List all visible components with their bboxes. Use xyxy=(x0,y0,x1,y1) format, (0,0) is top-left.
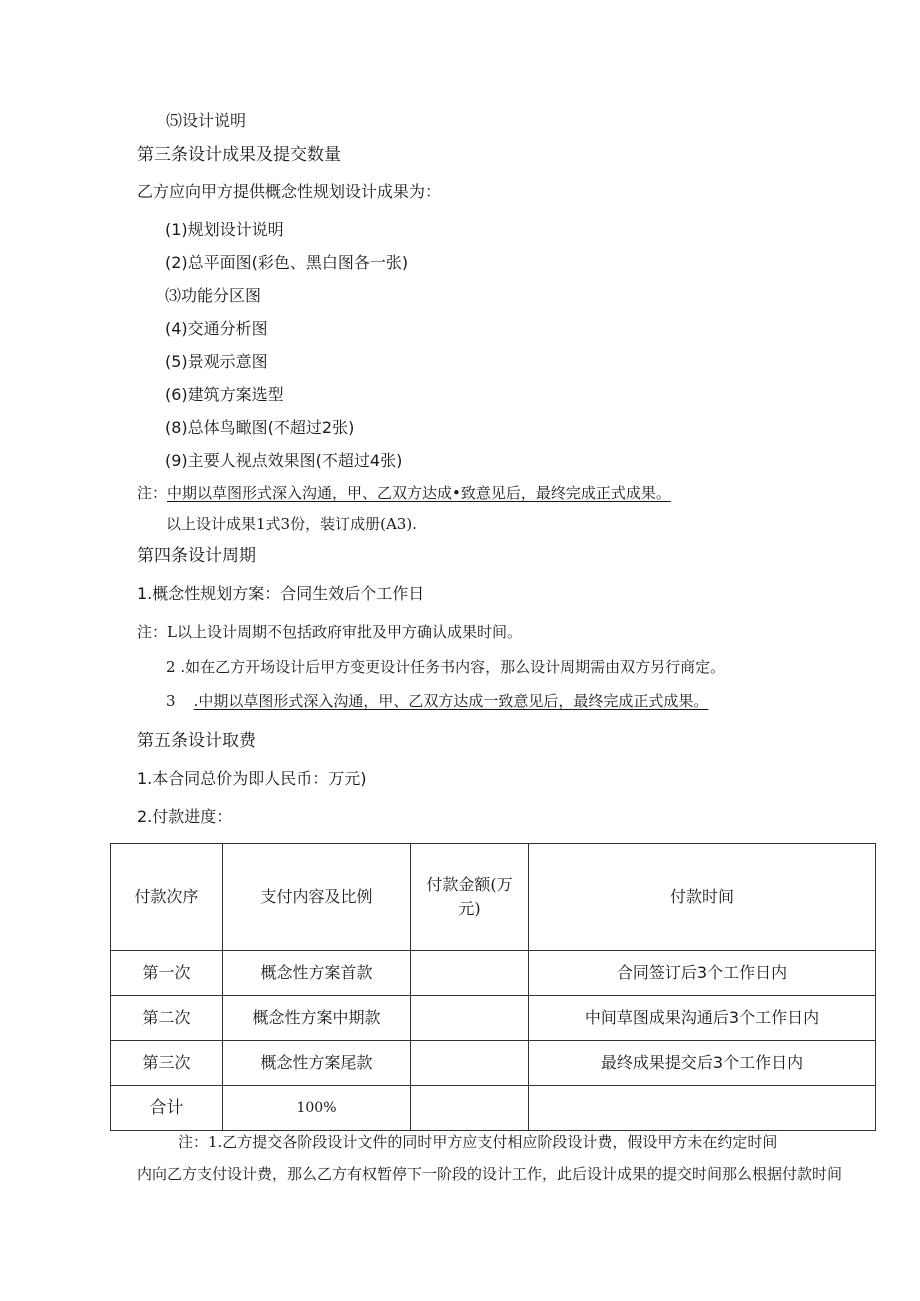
payment-table xyxy=(110,843,876,1131)
deliverable-item: (9)主要人视点效果图(不超过4张) xyxy=(165,451,403,470)
table-cell xyxy=(411,951,529,996)
table-total-row xyxy=(111,1086,876,1131)
table-cell xyxy=(529,1086,876,1131)
footer-note-line-1: 注：1.乙方提交各阶段设计文件的同时甲方应支付相应阶段设计费，假设甲方未在约定时间 xyxy=(178,1133,778,1151)
total-price-item: 1.本合同总价为即人民币：万元) xyxy=(137,769,367,788)
deliverable-item: (6)建筑方案选型 xyxy=(165,385,284,404)
table-cell: 中间草图成果沟通后3个工作日内 xyxy=(529,996,876,1041)
period-note-1: 注：L以上设计周期不包括政府审批及甲方确认成果时间。 xyxy=(137,623,522,641)
header-cell: 付款时间 xyxy=(529,844,876,951)
deliverable-item: ⑶功能分区图 xyxy=(165,286,262,305)
note-text: 中期以草图形式深入沟通，甲、乙双方达成•致意见后，最终完成正式成果。 xyxy=(167,484,671,502)
table-header-row xyxy=(111,844,876,951)
deliverable-item: (1)规划设计说明 xyxy=(165,220,284,239)
item-design-description: ⑸设计说明 xyxy=(166,111,247,130)
article-3-note xyxy=(137,482,671,504)
payment-schedule-item: 2.付款进度： xyxy=(137,807,233,826)
article-3-intro: 乙方应向甲方提供概念性规划设计成果为： xyxy=(137,182,442,201)
article-5-title: 第五条设计取费 xyxy=(137,731,256,751)
period-note-3 xyxy=(166,690,708,712)
table-cell: 第二次 xyxy=(111,996,223,1041)
period-note-3-text: .中期以草图形式深入沟通，甲、乙双方达成一致意见后，最终完成正式成果。 xyxy=(193,692,709,710)
table-row xyxy=(111,1041,876,1086)
table-cell xyxy=(411,996,529,1041)
table-cell xyxy=(411,1086,529,1131)
article-4-title: 第四条设计周期 xyxy=(137,546,256,566)
header-cell: 付款金额(万元) xyxy=(411,844,529,951)
header-cell: 支付内容及比例 xyxy=(223,844,411,951)
copies-note: 以上设计成果1式3份，装订成册(A3). xyxy=(166,515,417,533)
table-cell: 概念性方案中期款 xyxy=(223,996,411,1041)
table-cell: 100% xyxy=(223,1086,411,1131)
table-row xyxy=(111,996,876,1041)
table-cell: 合同签订后3个工作日内 xyxy=(529,951,876,996)
table-cell: 最终成果提交后3个工作日内 xyxy=(529,1041,876,1086)
deliverable-item: (2)总平面图(彩色、黑白图各一张) xyxy=(165,253,409,272)
table-cell: 第三次 xyxy=(111,1041,223,1086)
header-cell: 付款次序 xyxy=(111,844,223,951)
note-prefix: 注： xyxy=(137,484,168,502)
period-note-2: 2 .如在乙方开场设计后甲方变更设计任务书内容，那么设计周期需由双方另行商定。 xyxy=(166,658,726,676)
deliverable-item: (5)景观示意图 xyxy=(165,352,268,371)
table-row xyxy=(111,951,876,996)
table-cell xyxy=(411,1041,529,1086)
footer-note-line-2: 内向乙方支付设计费，那么乙方有权暂停下一阶段的设计工作，此后设计成果的提交时间那么根据付款时间 xyxy=(137,1165,843,1183)
table-cell: 概念性方案首款 xyxy=(223,951,411,996)
deliverable-item: (8)总体鸟瞰图(不超过2张) xyxy=(165,418,355,437)
table-cell: 合计 xyxy=(111,1086,223,1131)
deliverable-item: (4)交通分析图 xyxy=(165,319,268,338)
table-cell: 概念性方案尾款 xyxy=(223,1041,411,1086)
table-cell: 第一次 xyxy=(111,951,223,996)
article-3-title: 第三条设计成果及提交数量 xyxy=(137,145,341,165)
period-note-3-number: 3 xyxy=(166,692,176,710)
design-period-item: 1.概念性规划方案：合同生效后个工作日 xyxy=(137,584,425,603)
